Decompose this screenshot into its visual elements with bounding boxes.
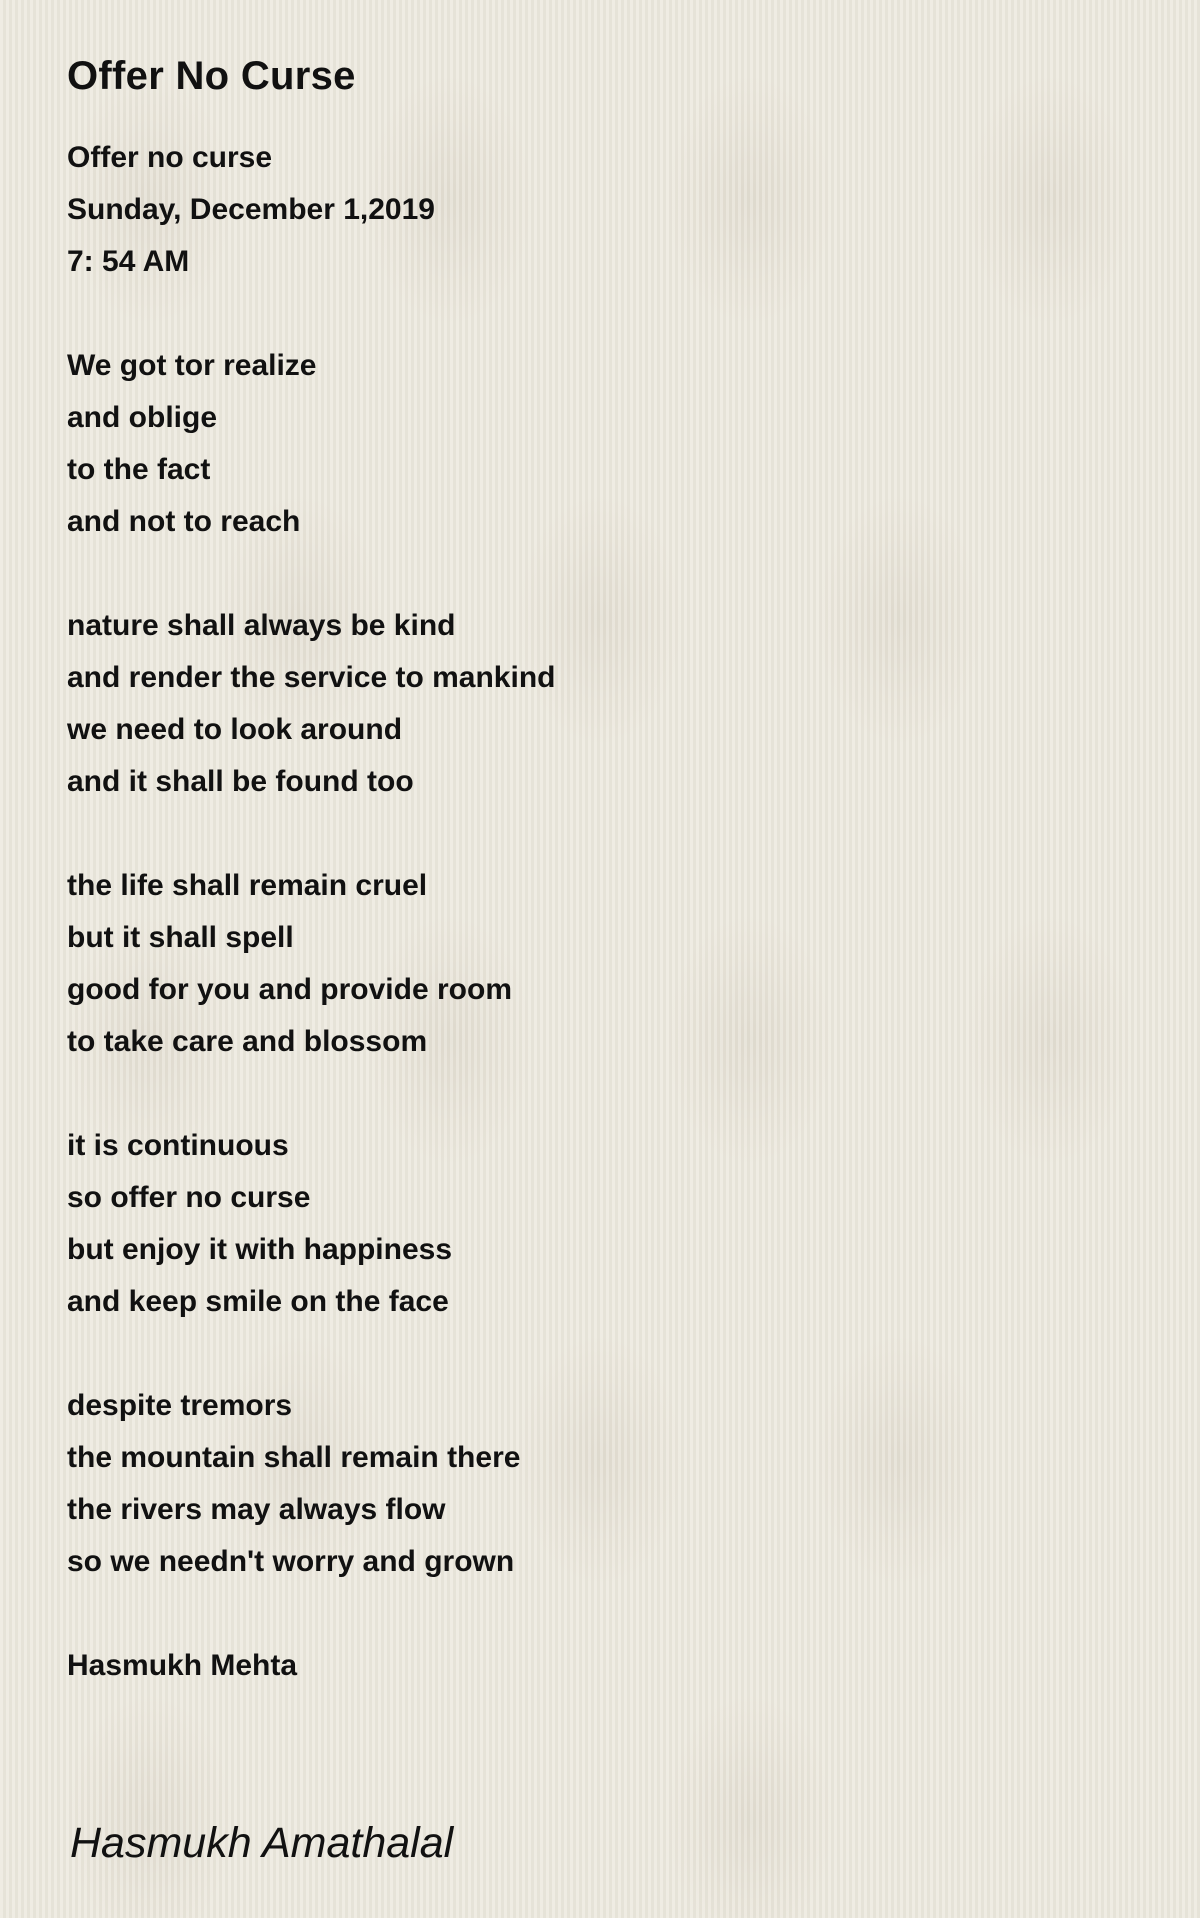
stanza-2	[67, 340, 1147, 548]
poem-line: Offer no curse	[67, 141, 273, 174]
poem-line: the rivers may always flow	[67, 1493, 446, 1526]
poem-line: Sunday, December 1,2019	[67, 193, 435, 226]
poem-line: nature shall always be kind	[67, 609, 456, 642]
stanza-3	[67, 600, 1147, 808]
poem-line: and it shall be found too	[67, 765, 414, 798]
poem-line: the mountain shall remain there	[67, 1441, 521, 1474]
poem-body	[67, 132, 1147, 1692]
poem-line: 7: 54 AM	[67, 245, 190, 278]
poem-line: and keep smile on the face	[67, 1285, 449, 1318]
poem-line: despite tremors	[67, 1389, 293, 1422]
stanza-4	[67, 860, 1147, 1068]
poem-line: but enjoy it with happiness	[67, 1233, 453, 1266]
poem-line: it is continuous	[67, 1129, 289, 1162]
author-name: Hasmukh Amathalal	[70, 1819, 454, 1867]
poem-line: and not to reach	[67, 505, 301, 538]
stanza-6	[67, 1380, 1147, 1588]
poem-line: and render the service to mankind	[67, 661, 556, 694]
stanza-7	[67, 1640, 1147, 1692]
poem-line: the life shall remain cruel	[67, 869, 428, 902]
poem-line: we need to look around	[67, 713, 403, 746]
poem-line: so offer no curse	[67, 1181, 311, 1214]
poem-page	[67, 48, 1147, 1744]
poem-line: to the fact	[67, 453, 211, 486]
poem-line: to take care and blossom	[67, 1025, 428, 1058]
stanza-5	[67, 1120, 1147, 1328]
poem-title: Offer No Curse	[67, 54, 356, 98]
poem-line: but it shall spell	[67, 921, 294, 954]
stanza-1	[67, 132, 1147, 288]
poem-line: so we needn't worry and grown	[67, 1545, 515, 1578]
poem-signoff: Hasmukh Mehta	[67, 1649, 298, 1682]
poem-line: We got tor realize	[67, 349, 317, 382]
poem-line: good for you and provide room	[67, 973, 512, 1006]
poem-line: and oblige	[67, 401, 217, 434]
